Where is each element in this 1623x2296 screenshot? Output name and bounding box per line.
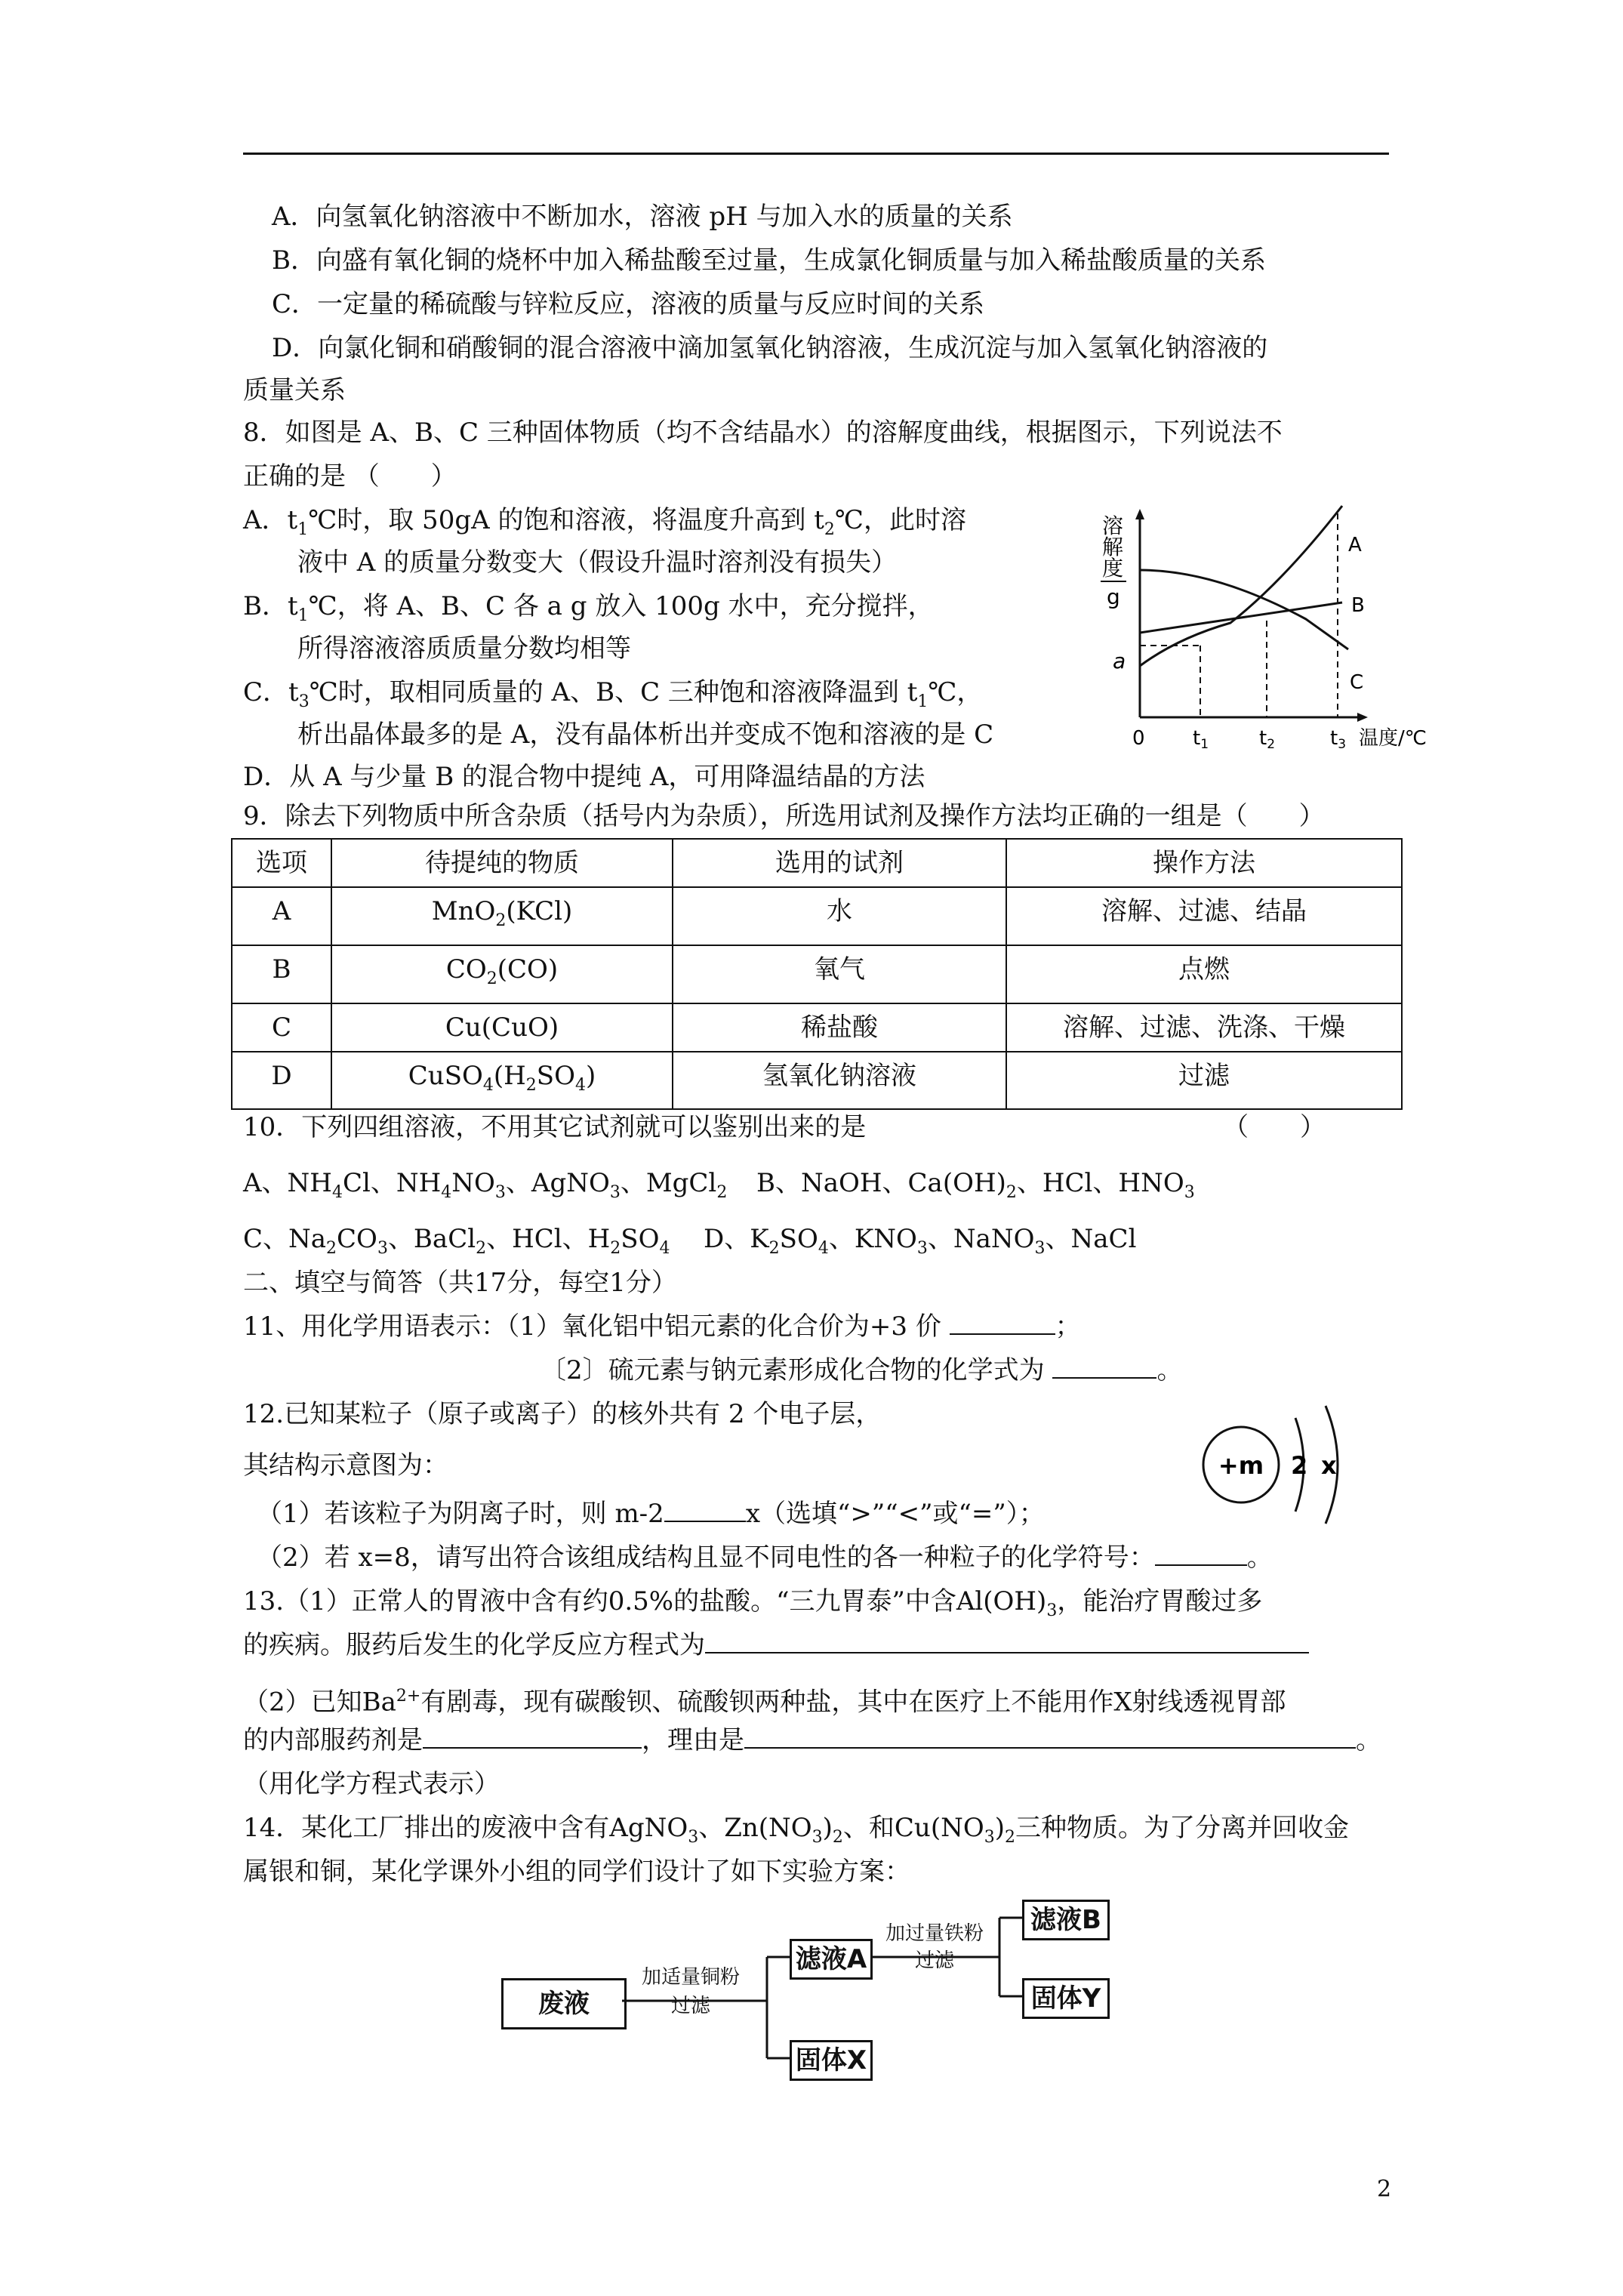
table-header: 操作方法 <box>1006 839 1402 887</box>
q8-option-a-cont: 液中 A 的质量分数变大（假设升温时溶剂没有损失） <box>297 547 898 578</box>
q13-part2: （2）已知$Ba^{2+}$有剧毒，现有碳酸钡、硫酸钡两种盐，其中在医疗上不能用作X射线透视胃部 <box>243 1687 1286 1718</box>
atomic-structure-diagram <box>1199 1389 1365 1540</box>
q12-stem-cont: 其结构示意图为： <box>243 1450 448 1481</box>
answer-blank[interactable] <box>1052 1354 1156 1379</box>
q8-option-d: D．从 A 与少量 B 的混合物中提纯 A，可用降温结晶的方法 <box>243 762 925 792</box>
q7-option-d: D．向氯化铜和硝酸铜的混合溶液中滴加氢氧化钠溶液，生成沉淀与加入氢氧化钠溶液的 <box>272 333 1268 363</box>
q12-part1: （1）若该粒子为阴离子时，则 m-2 x（选填“>”“<”或“=”）； <box>257 1499 1045 1529</box>
tick-t2: t2 <box>1259 727 1276 752</box>
q8-option-c: C．$t_3℃$时，取相同质量的 A、B、C 三种饱和溶液降温到 $t_1℃$， <box>243 677 983 711</box>
q7-option-d-cont: 质量关系 <box>243 375 346 405</box>
curve-label-c: C <box>1350 671 1364 694</box>
a-mark: a <box>1113 649 1126 673</box>
origin-label: 0 <box>1132 727 1145 750</box>
y-label-unit: g <box>1107 584 1120 609</box>
y-axis-arrow <box>1135 509 1144 519</box>
q14-stem-cont: 属银和铜，某化学课外小组的同学们设计了如下实验方案： <box>243 1857 910 1887</box>
shell-2-electrons: x <box>1321 1451 1337 1480</box>
shell-1-electrons: 2 <box>1291 1451 1308 1480</box>
table-cell: 过滤 <box>1006 1052 1402 1110</box>
q8-option-c-cont: 析出晶体最多的是 A，没有晶体析出并变成不饱和溶液的是 C <box>297 720 994 750</box>
q7-option-b: B．向盛有氧化铜的烧杯中加入稀盐酸至过量，生成氯化铜质量与加入稀盐酸质量的关系 <box>272 245 1266 276</box>
table-cell-formula: MnO$_2$(KCl) <box>331 887 673 945</box>
q13-note: （用化学方程式表示） <box>243 1769 500 1799</box>
q10-answer-paren: （ ） <box>1223 1112 1326 1142</box>
q12-stem: 12.已知某粒子（原子或离子）的核外共有 2 个电子层， <box>243 1399 882 1429</box>
section-2-heading: 二、填空与简答（共17分，每空1分） <box>243 1268 677 1298</box>
table-header-row <box>232 839 1402 887</box>
table-cell-formula: $CuSO_4(H_2SO_4)$ <box>331 1052 673 1110</box>
table-cell: 稀盐酸 <box>673 1003 1006 1052</box>
q7-option-c: C．一定量的稀硫酸与锌粒反应，溶液的质量与反应时间的关系 <box>272 289 985 319</box>
q13-part2-cont: 的内部服药剂是 ，理由是 。 <box>243 1725 1381 1755</box>
y-label-1: 溶 <box>1102 513 1124 538</box>
table-header: 待提纯的物质 <box>331 839 673 887</box>
x-axis-arrow <box>1357 713 1368 722</box>
table-row <box>232 887 1402 945</box>
table-cell-formula: Cu(CuO) <box>331 1003 673 1052</box>
table-cell: C <box>232 1003 331 1052</box>
q12-part2: （2）若 x=8，请写出符合该组成结构且显不同电性的各一种粒子的化学符号： 。 <box>257 1542 1273 1573</box>
q10-option-d: D、$K_2SO_4$、$KNO_3$、NaNO$_3$、NaCl <box>704 1224 1137 1258</box>
q8-stem: 8．如图是 A、B、C 三种固体物质（均不含结晶水）的溶解度曲线，根据图示，下列说法不 <box>243 418 1283 448</box>
q7-option-a: A．向氢氧化钠溶液中不断加水，溶液 pH 与加入水的质量的关系 <box>272 202 1013 232</box>
q10-stem: 10．下列四组溶液，不用其它试剂就可以鉴别出来的是 <box>243 1112 867 1142</box>
q14-stem: 14．某化工厂排出的废液中含有AgNO$_3$、$Zn(NO_3)_2$、和$Cu(NO_3)_2$三种物质。为了分离并回收金 <box>243 1813 1349 1847</box>
table-cell: B <box>232 945 331 1003</box>
table-header: 选用的试剂 <box>673 839 1006 887</box>
curve-c <box>1140 570 1348 649</box>
table-cell: 溶解、过滤、结晶 <box>1006 887 1402 945</box>
x-axis-label: 温度/℃ <box>1359 727 1427 750</box>
answer-blank[interactable] <box>423 1724 642 1749</box>
table-cell: 氢氧化钠溶液 <box>673 1052 1006 1110</box>
table-header: 选项 <box>232 839 331 887</box>
table-row <box>232 945 1402 1003</box>
answer-blank[interactable] <box>1155 1542 1247 1566</box>
q8-stem-cont: 正确的是 （ ） <box>243 461 457 492</box>
table-cell: 水 <box>673 887 1006 945</box>
y-label-3: 度 <box>1102 556 1124 581</box>
tick-t3: t3 <box>1330 727 1347 752</box>
q9-table <box>231 838 1403 1110</box>
answer-blank[interactable] <box>664 1498 746 1522</box>
q13-part1-cont: 的疾病。服药后发生的化学反应方程式为 <box>243 1628 1309 1663</box>
y-label-2: 解 <box>1102 535 1124 559</box>
flow-step2-sublabel: 过滤 <box>914 1949 954 1972</box>
table-cell: 点燃 <box>1006 945 1402 1003</box>
flow-solid-y-box: 固体Y <box>1022 1978 1110 2019</box>
table-cell: D <box>232 1052 331 1110</box>
curve-a <box>1140 506 1342 666</box>
table-cell: 溶解、过滤、洗涤、干燥 <box>1006 1003 1402 1052</box>
q8-option-b: B．$t_1℃$，将 A、B、C 各 a g 放入 100g 水中，充分搅拌， <box>243 591 934 625</box>
tick-t1: t1 <box>1193 727 1209 752</box>
table-row <box>232 1052 1402 1110</box>
answer-blank[interactable] <box>705 1629 1309 1653</box>
q8-option-b-cont: 所得溶液溶质质量分数均相等 <box>297 633 631 664</box>
q8-option-a: A．$t_1℃$时，取 50gA 的饱和溶液，将温度升高到 $t_2℃$，此时溶 <box>243 505 966 539</box>
q10-option-c: C、$Na_2CO_3$、BaCl$_2$、HCl、$H_2SO_4$ <box>243 1224 670 1258</box>
flow-step1-sublabel: 过滤 <box>670 1995 710 2017</box>
table-row <box>232 1003 1402 1052</box>
flow-waste-box: 废液 <box>501 1978 627 2029</box>
answer-blank[interactable] <box>744 1724 1356 1749</box>
curve-label-a: A <box>1348 534 1362 556</box>
q9-stem: 9．除去下列物质中所含杂质（括号内为杂质），所选用试剂及操作方法均正确的一组是（ ） <box>243 801 1325 831</box>
table-cell-formula: $CO_2(CO)$ <box>331 945 673 1003</box>
q10-option-a: A、$NH_4Cl$、$NH_4NO_3$、AgNO$_3$、MgCl$_2$ <box>243 1168 728 1202</box>
flow-solid-x-box: 固体X <box>790 2040 873 2081</box>
q11-part1: 11、用化学用语表示：（1）氧化铝中铝元素的化合价为+3 价 ； <box>243 1311 1081 1342</box>
flow-step2-label: 加过量铁粉 <box>885 1922 984 1945</box>
nucleus-charge: +m <box>1218 1451 1264 1480</box>
table-cell: 氧气 <box>673 945 1006 1003</box>
flow-step1-label: 加适量铜粉 <box>641 1966 740 1989</box>
solubility-graph <box>1079 498 1434 755</box>
q11-part2: 〔2〕硫元素与钠元素形成化合物的化学式为 。 <box>540 1355 1183 1385</box>
q13-part1: 13.（1）正常人的胃液中含有约0.5%的盐酸。“三九胃泰”中含$Al(OH)_3$，能治疗胃酸过多 <box>243 1586 1263 1620</box>
flow-filtrate-a-box: 滤液A <box>790 1939 873 1980</box>
header-rule <box>243 153 1389 155</box>
flow-filtrate-b-box: 滤液B <box>1022 1900 1110 1940</box>
curve-label-b: B <box>1351 594 1365 617</box>
curve-b <box>1140 603 1342 633</box>
answer-blank[interactable] <box>950 1311 1055 1335</box>
table-cell: A <box>232 887 331 945</box>
page-number: 2 <box>1377 2176 1392 2202</box>
q10-option-b: B、NaOH、$Ca(OH)_2$、HCl、$HNO_3$ <box>756 1168 1195 1202</box>
